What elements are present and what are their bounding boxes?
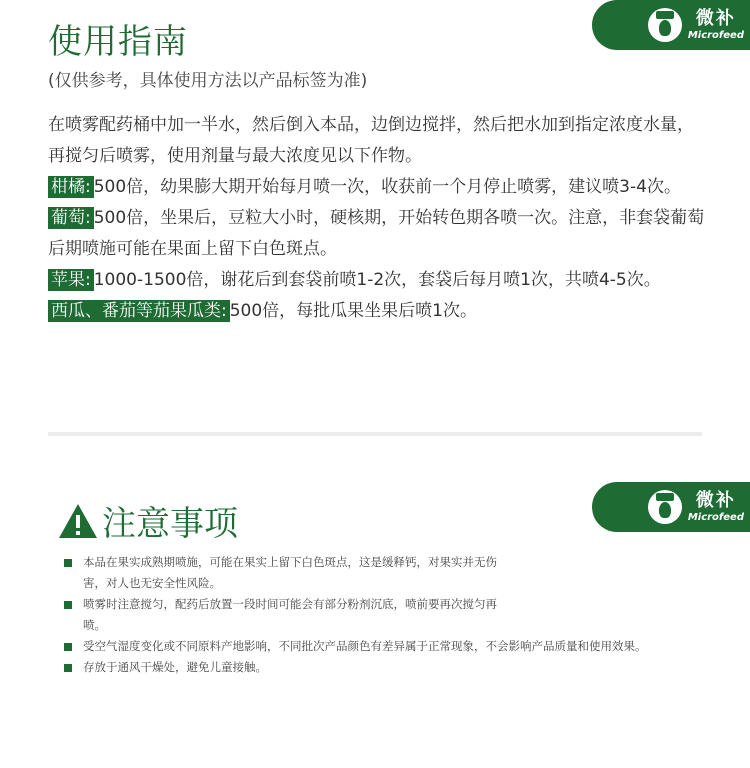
crop-item <box>48 172 708 203</box>
list-item <box>64 594 513 636</box>
crop-label: 苹果: <box>48 269 94 291</box>
bullet-icon <box>64 664 72 672</box>
bullet-icon <box>64 643 72 651</box>
precautions-title <box>58 496 238 545</box>
brand-name-en: Microfeed <box>687 29 744 41</box>
list-item <box>64 657 704 678</box>
usage-guide-body <box>48 110 708 327</box>
usage-guide-subtitle: (仅供参考，具体使用方法以产品标签为准) <box>48 71 368 91</box>
brand-logo <box>592 482 750 532</box>
mascot-icon <box>648 490 682 524</box>
crop-text: 1000-1500倍，谢花后到套袋前喷1-2次，套袋后每月喷1次，共喷4-5次。 <box>93 270 661 290</box>
crop-item <box>48 296 708 327</box>
bullet-icon <box>64 601 72 609</box>
crop-label: 葡萄: <box>48 207 94 229</box>
crop-text: 500倍，坐果后，豆粒大小时，硬核期，开始转色期各喷一次。注意，非套袋葡萄后期喷施可能在果面上留下白色斑点。 <box>48 208 705 259</box>
list-item <box>64 552 503 594</box>
note-text: 存放于通风干燥处，避免儿童接触。 <box>83 660 267 674</box>
usage-guide-title: 使用指南 <box>48 22 188 62</box>
brand-name-cn: 微补 <box>695 489 736 511</box>
brand-name-en: Microfeed <box>687 511 744 523</box>
crop-text: 500倍，幼果膨大期开始每月喷一次，收获前一个月停止喷雾，建议喷3-4次。 <box>93 177 681 197</box>
note-text: 本品在果实成熟期喷施，可能在果实上留下白色斑点，这是缓释钙，对果实并无伤害，对人也无安全性风险。 <box>83 555 497 590</box>
list-item <box>64 636 704 657</box>
crop-label: 柑橘: <box>48 176 94 198</box>
crop-label: 西瓜、番茄等茄果瓜类: <box>48 300 230 322</box>
crop-item <box>48 203 708 265</box>
note-text: 喷雾时注意搅匀，配药后放置一段时间可能会有部分粉剂沉底，喷前要再次搅匀再喷。 <box>83 597 497 632</box>
crop-text: 500倍，每批瓜果坐果后喷1次。 <box>229 301 477 321</box>
note-text: 受空气湿度变化或不同原料产地影响，不同批次产品颜色有差异属于正常现象，不会影响产品质量和使用效果。 <box>83 639 647 653</box>
usage-intro: 在喷雾配药桶中加一半水，然后倒入本品，边倒边搅拌，然后把水加到指定浓度水量，再搅匀后喷雾，使用剂量与最大浓度见以下作物。 <box>48 115 694 166</box>
section-divider <box>48 432 702 436</box>
warning-icon <box>58 503 98 539</box>
crop-item <box>48 265 708 296</box>
brand-logo <box>592 0 750 50</box>
precautions-title-text: 注意事项 <box>102 504 238 544</box>
bullet-icon <box>64 559 72 567</box>
mascot-icon <box>648 8 682 42</box>
precautions-list <box>64 552 704 678</box>
brand-name-cn: 微补 <box>695 7 736 29</box>
